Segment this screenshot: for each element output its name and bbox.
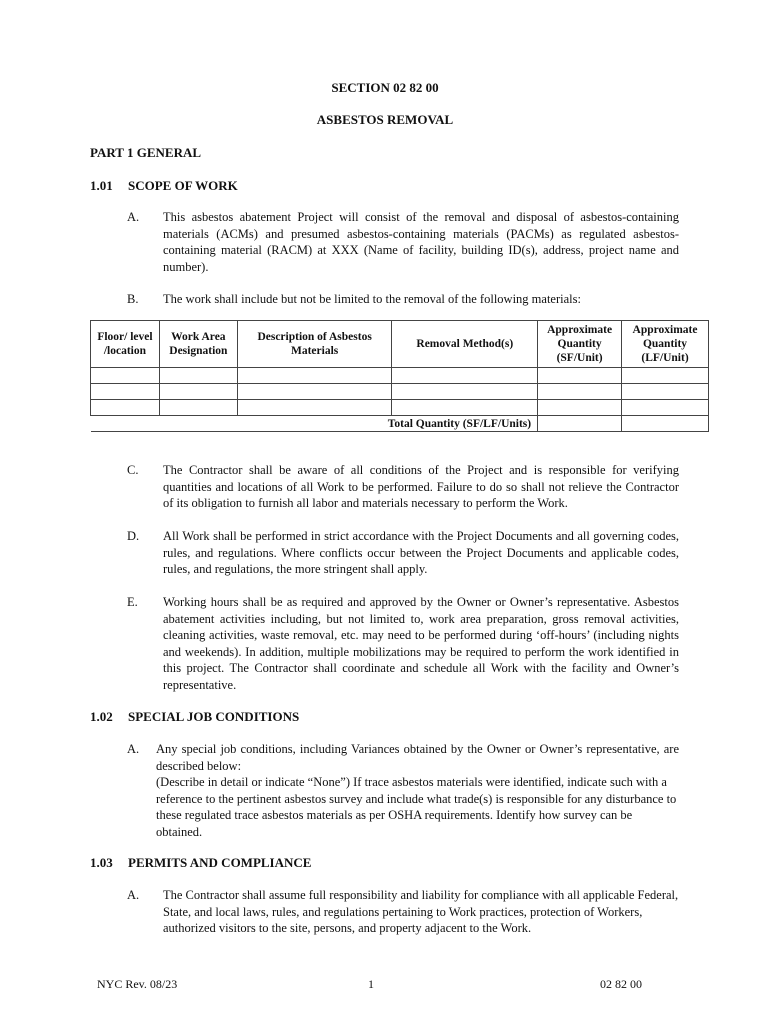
total-quantity-lf xyxy=(622,416,709,432)
item-letter: A. xyxy=(127,888,140,902)
section-title: SPECIAL JOB CONDITIONS xyxy=(128,709,300,724)
item-letter: E. xyxy=(127,595,138,609)
table-cell xyxy=(622,384,709,400)
item-text: This asbestos abatement Project will consist of the removal and disposal of asbestos-containing materials (ACMs) and presumed asbestos-containing materials (PACMs) as regulated asbestos-containing material (RACM) at XXX (Name of facility, building ID(s), address, project name and number). xyxy=(163,210,679,274)
paragraph-1-01-e xyxy=(127,594,679,694)
table-cell xyxy=(237,400,392,416)
item-note: (Describe in detail or indicate “None”) If trace asbestos materials were identified, indicate such with a reference to the pertinent asbestos survey and include what trade(s) is responsible for any disturbance to these regulated trace asbestos materials as per OSHA requirements. Identify how survey can be obtained. xyxy=(156,775,677,839)
item-text: The Contractor shall be aware of all conditions of the Project and is responsible for verifying quantities and locations of all Work to be performed. Failure to do so shall not relieve the Contractor of its obligation to furnish all labor and materials necessary to perform the Work. xyxy=(163,463,679,510)
item-letter: C. xyxy=(127,463,139,477)
table-total-row xyxy=(91,416,709,432)
paragraph-1-03-a xyxy=(127,887,679,937)
item-text: The work shall include but not be limited to the removal of the following materials: xyxy=(163,292,581,306)
column-header-quantity-lf: Approximate Quantity (LF/Unit) xyxy=(622,321,709,368)
table-cell xyxy=(622,368,709,384)
section-title: SCOPE OF WORK xyxy=(128,178,238,193)
item-text: Working hours shall be as required and approved by the Owner or Owner’s representative. Asbestos abatement activities including, but not limited to, work area preparation, gross removal activities, cleaning activities, waste removal, etc. may need to be performed during ‘off-hours’ (including nights and weekends). In addition, multiple mobilizations may be required to perform the work identified in this project. The Contractor shall coordinate and schedule all Work with the facility and Owner’s representative. xyxy=(163,595,679,692)
item-letter: A. xyxy=(127,210,140,224)
section-number: 1.03 xyxy=(90,855,113,870)
section-number: 1.02 xyxy=(90,709,113,724)
table-header-row xyxy=(91,321,709,368)
column-header-work-area: Work Area Designation xyxy=(159,321,237,368)
item-text: The Contractor shall assume full responsibility and liability for compliance with all applicable Federal, State, and local laws, rules, and regulations pertaining to Work practices, protection of Workers, authorized visitors to the site, persons, and property adjacent to the Work. xyxy=(163,888,679,935)
column-header-floor: Floor/ level /location xyxy=(91,321,160,368)
section-heading: SECTION 02 82 00 xyxy=(331,80,439,95)
table-cell xyxy=(538,368,622,384)
table-cell xyxy=(237,368,392,384)
table-cell xyxy=(538,400,622,416)
table-cell xyxy=(159,400,237,416)
column-header-description: Description of Asbestos Materials xyxy=(237,321,392,368)
table-row xyxy=(91,368,709,384)
section-1-01-heading xyxy=(90,178,238,194)
section-number: 1.01 xyxy=(90,178,113,193)
footer-section-code: 02 82 00 xyxy=(600,977,642,991)
total-quantity-label: Total Quantity (SF/LF/Units) xyxy=(91,416,538,432)
table-cell xyxy=(159,368,237,384)
footer-revision: NYC Rev. 08/23 xyxy=(97,977,178,991)
table-cell xyxy=(237,384,392,400)
table-cell xyxy=(622,400,709,416)
document-title: ASBESTOS REMOVAL xyxy=(316,112,454,127)
item-letter: D. xyxy=(127,529,140,543)
column-header-quantity-sf: Approximate Quantity (SF/Unit) xyxy=(538,321,622,368)
footer-page-number: 1 xyxy=(368,977,374,991)
section-1-03-heading xyxy=(90,855,311,871)
paragraph-1-01-c xyxy=(127,462,679,512)
item-letter: A. xyxy=(127,742,140,756)
paragraph-1-01-d xyxy=(127,528,679,578)
total-quantity-sf xyxy=(538,416,622,432)
paragraph-1-01-b xyxy=(127,291,679,309)
section-1-02-heading xyxy=(90,709,299,725)
table-cell xyxy=(392,384,538,400)
item-text: Any special job conditions, including Variances obtained by the Owner or Owner’s representative, are described below: xyxy=(156,742,679,773)
section-title: PERMITS AND COMPLIANCE xyxy=(128,855,312,870)
table-row xyxy=(91,384,709,400)
table-cell xyxy=(538,384,622,400)
table-cell xyxy=(91,384,160,400)
paragraph-1-01-a xyxy=(127,209,679,275)
paragraph-1-02-a xyxy=(127,741,679,841)
table-cell xyxy=(91,400,160,416)
part-heading: PART 1 GENERAL xyxy=(90,145,202,160)
column-header-removal-method: Removal Method(s) xyxy=(392,321,538,368)
item-body xyxy=(156,741,679,840)
table-cell xyxy=(91,368,160,384)
materials-table xyxy=(90,320,709,432)
item-text: All Work shall be performed in strict accordance with the Project Documents and all governing codes, rules, and regulations. Where conflicts occur between the Project Documents and applicable codes, rules, and regulations, the more stringent shall apply. xyxy=(163,529,679,576)
table-cell xyxy=(159,384,237,400)
table-cell xyxy=(392,368,538,384)
table-row xyxy=(91,400,709,416)
item-letter: B. xyxy=(127,292,139,306)
table-cell xyxy=(392,400,538,416)
